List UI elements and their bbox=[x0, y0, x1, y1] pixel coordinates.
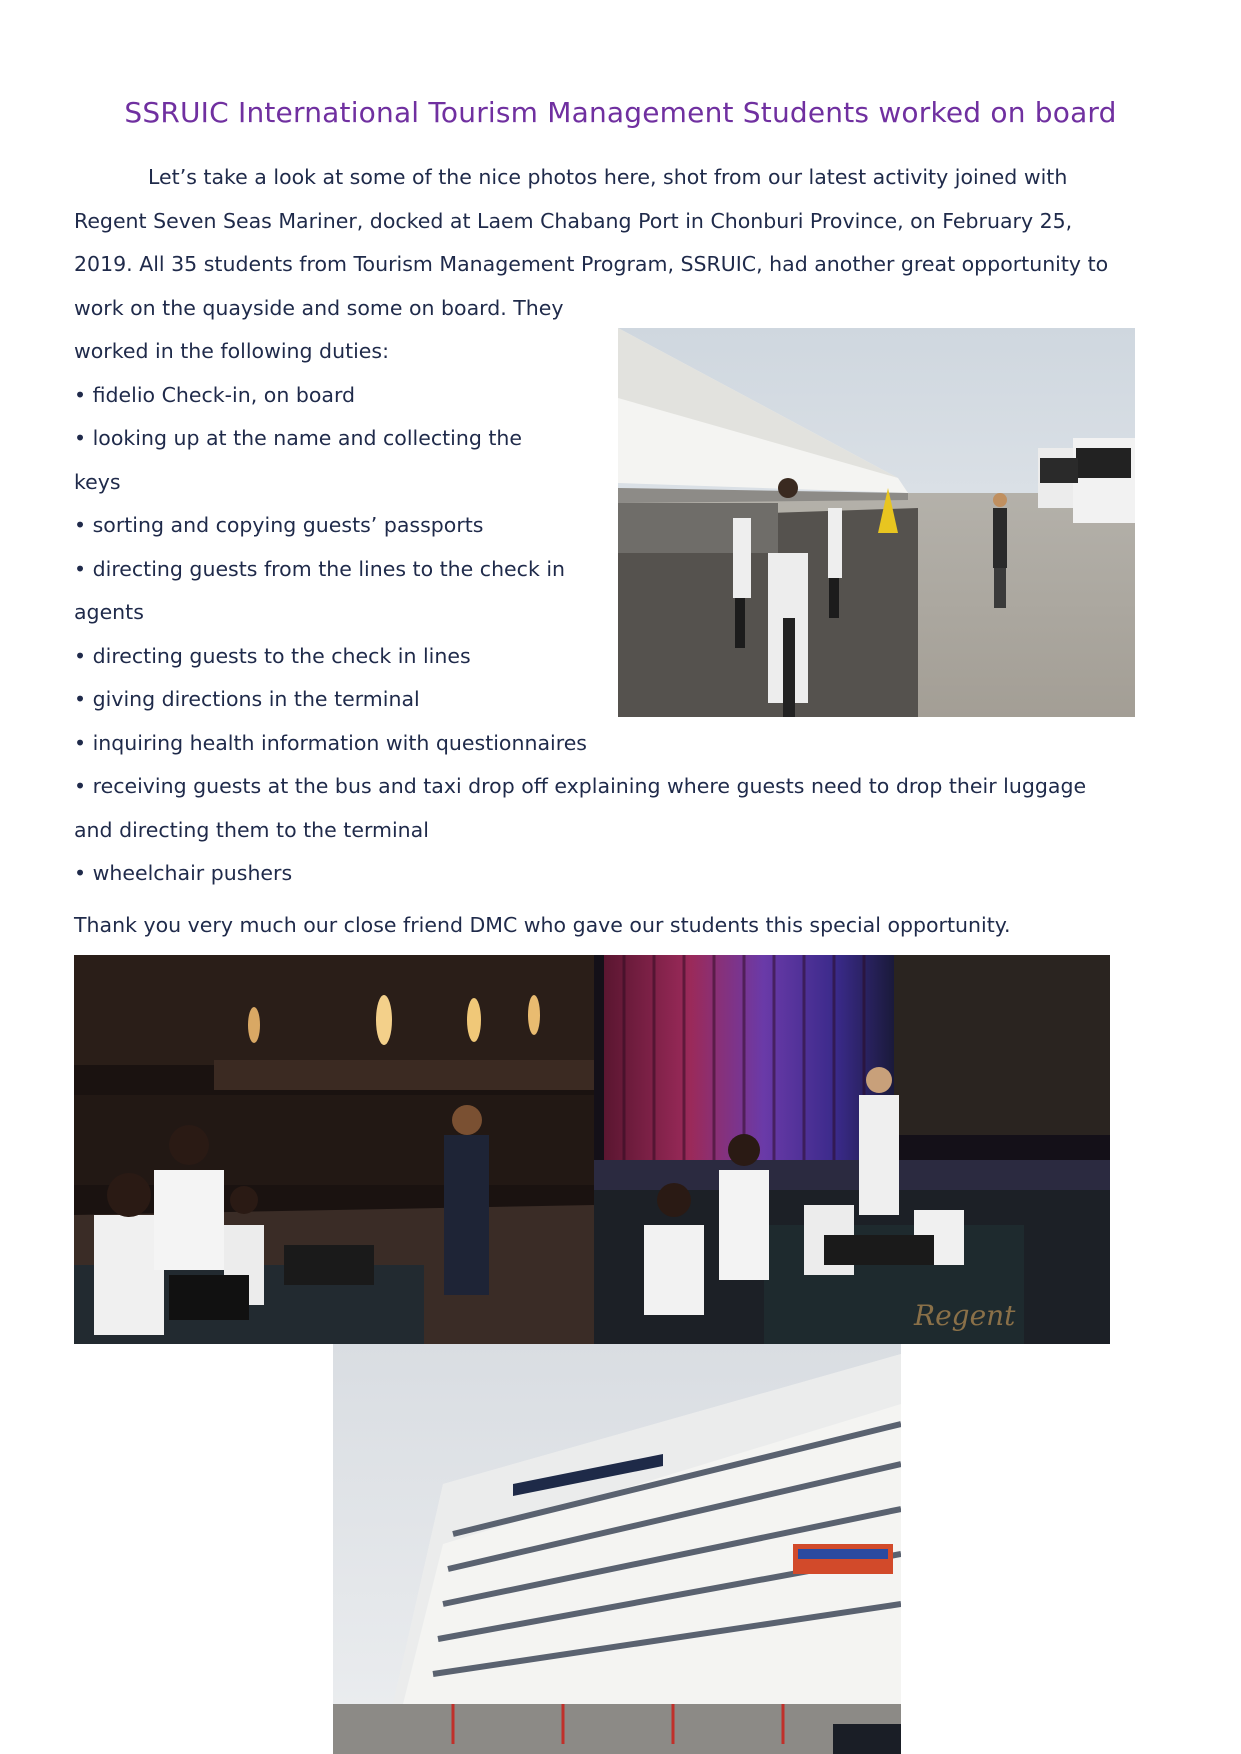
thanks-text: Thank you very much our close friend DMC who gave our students this special opportunity. bbox=[74, 913, 1011, 937]
duty-item: • wheelchair pushers bbox=[74, 861, 293, 885]
theater-checkin-photo bbox=[74, 955, 594, 1344]
duty-item: • looking up at the name and collecting the bbox=[74, 426, 522, 450]
duty-item: • fidelio Check-in, on board bbox=[74, 383, 356, 407]
stage-checkin-photo bbox=[594, 955, 1110, 1344]
cruise-ship-photo bbox=[333, 1344, 901, 1754]
intro-line-4: work on the quayside and some on board. They bbox=[74, 296, 564, 320]
duty-item: • directing guests to the check in lines bbox=[74, 644, 471, 668]
table-logo: Regent bbox=[914, 1299, 1016, 1332]
duty-item: • receiving guests at the bus and taxi drop off explaining where guests need to drop their luggage bbox=[74, 774, 1087, 798]
duty-item-continued: and directing them to the terminal bbox=[74, 818, 429, 842]
intro-line-3: 2019. All 35 students from Tourism Management Program, SSRUIC, had another great opportunity to bbox=[74, 252, 1109, 276]
intro-line-1: Let’s take a look at some of the nice photos here, shot from our latest activity joined with bbox=[148, 165, 1068, 189]
duty-item-continued: agents bbox=[74, 600, 144, 624]
duty-item-continued: keys bbox=[74, 470, 121, 494]
quayside-photo bbox=[618, 328, 1135, 717]
duty-item: • directing guests from the lines to the check in bbox=[74, 557, 566, 581]
intro-line-5: worked in the following duties: bbox=[74, 339, 389, 363]
page-title: SSRUIC International Tourism Management Students worked on board bbox=[124, 96, 1117, 129]
duty-item: • inquiring health information with questionnaires bbox=[74, 731, 587, 755]
duty-item: • giving directions in the terminal bbox=[74, 687, 420, 711]
intro-line-2: Regent Seven Seas Mariner, docked at Laem Chabang Port in Chonburi Province, on February 25, bbox=[74, 209, 1073, 233]
duty-item: • sorting and copying guests’ passports bbox=[74, 513, 484, 537]
